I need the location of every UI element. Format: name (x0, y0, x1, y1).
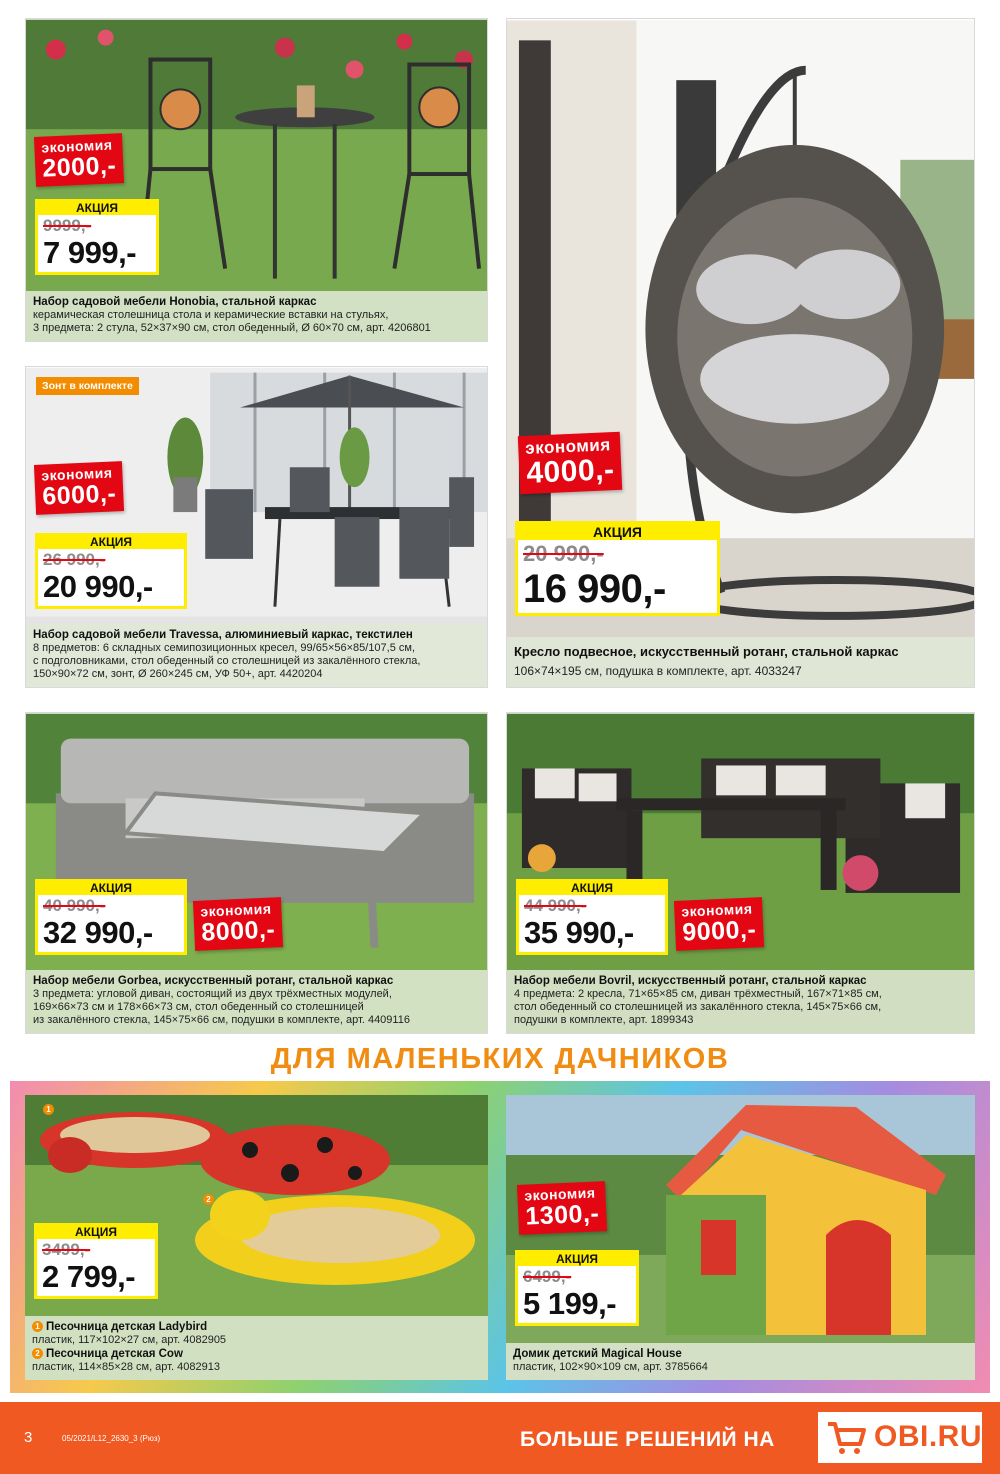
promo-label: АКЦИЯ (74, 1225, 117, 1239)
product-detail: 8 предметов: 6 складных семипозиционных кресел, 99/65×56×85/107,5 см, (33, 642, 416, 654)
old-price: 6499,- (523, 1267, 572, 1286)
price-box (35, 533, 187, 609)
saving-value: 4000,- (525, 453, 616, 490)
price-box (35, 879, 187, 955)
obi-logo-text: OBI.RU (874, 1420, 982, 1453)
new-price: 20 990,- (38, 570, 184, 606)
product-card-hanging-chair[interactable] (506, 18, 975, 688)
product-description (26, 624, 487, 687)
new-price: 32 990,- (38, 916, 184, 952)
product-detail: пластик, 117×102×27 см, арт. 4082905 (32, 1334, 227, 1346)
product-title: Домик детский Magical House (513, 1348, 682, 1360)
saving-label: экономия (681, 900, 753, 920)
item-number-badge: 2 (203, 1194, 214, 1205)
product-detail: пластик, 114×85×28 см, арт. 4082913 (32, 1361, 220, 1373)
product-card-honobia[interactable] (25, 18, 488, 342)
product-description (506, 1343, 975, 1380)
saving-badge (193, 897, 283, 951)
saving-value: 2000,- (41, 151, 117, 183)
umbrella-included-badge: Зонт в комплекте (36, 377, 139, 395)
promo-label: АКЦИЯ (75, 201, 118, 215)
product-card-bovril[interactable] (506, 712, 975, 1034)
product-card-travessa[interactable] (25, 366, 488, 688)
product-card-playhouse[interactable] (506, 1095, 975, 1380)
new-price: 16 990,- (518, 567, 717, 613)
product-title: Набор садовой мебели Travessa, алюминиевый каркас, текстилен (33, 629, 413, 641)
product-detail: 150×90×72 см, зонт, Ø 260×245 см, УФ 50+, арт. 4420204 (33, 668, 323, 680)
product-detail: с подголовниками, стол обеденный со столешницей из закалённого стекла, (33, 655, 421, 667)
saving-badge (518, 432, 623, 494)
item-number-badge: 1 (32, 1321, 43, 1332)
product-detail: стол обеденный со столешницей из закалённого стекла, 145×75×66 см, (514, 1001, 882, 1013)
product-title: Песочница детская Cow (46, 1348, 183, 1360)
product-detail: из закалённого стекла, 145×75×66 см, подушки в комплекте, арт. 4409116 (33, 1014, 410, 1026)
price-box (516, 879, 668, 955)
saving-badge (34, 461, 124, 515)
item-number-badge: 2 (32, 1348, 43, 1359)
new-price: 5 199,- (518, 1287, 636, 1323)
old-price: 26 990,- (43, 550, 106, 569)
product-detail: 169×66×73 см и 178×66×73 см, стол обеденный со столешницей (33, 1001, 364, 1013)
new-price: 2 799,- (37, 1260, 155, 1296)
promo-label: АКЦИЯ (89, 535, 132, 549)
product-description (507, 970, 974, 1033)
product-title: Набор мебели Bovril, искусственный ротанг, стальной каркас (514, 975, 867, 987)
saving-value: 8000,- (200, 915, 276, 947)
new-price: 35 990,- (519, 916, 665, 952)
price-box (34, 1223, 158, 1299)
product-description (26, 291, 487, 341)
product-detail: 106×74×195 см, подушка в комплекте, арт. 4033247 (514, 664, 802, 678)
product-title: Песочница детская Ladybird (46, 1321, 208, 1333)
old-price: 20 990,- (523, 541, 604, 566)
product-title: Набор мебели Gorbea, искусственный ротанг, стальной каркас (33, 975, 394, 987)
item-number-badge: 1 (43, 1104, 54, 1115)
product-description (507, 637, 974, 687)
price-box (515, 521, 720, 616)
saving-badge (34, 133, 124, 187)
product-photo (506, 1095, 975, 1380)
saving-value: 6000,- (41, 479, 117, 511)
product-title: Набор садовой мебели Honobia, стальной каркас (33, 296, 317, 308)
promo-label: АКЦИЯ (592, 524, 642, 540)
promo-label: АКЦИЯ (555, 1252, 598, 1266)
product-card-gorbea[interactable] (25, 712, 488, 1034)
product-description (26, 970, 487, 1033)
promo-label: АКЦИЯ (89, 881, 132, 895)
product-detail: 3 предмета: 2 стула, 52×37×90 см, стол обеденный, Ø 60×70 см, арт. 4206801 (33, 322, 431, 334)
saving-badge (517, 1181, 607, 1235)
product-detail: керамическая столешница стола и керамические вставки на стульях, (33, 309, 389, 321)
product-detail: 3 предмета: угловой диван, состоящий из двух трёхместных модулей, (33, 988, 392, 1000)
price-box (35, 199, 159, 275)
footer-slogan: БОЛЬШЕ РЕШЕНИЙ НА (520, 1428, 775, 1451)
saving-label: экономия (524, 1184, 596, 1204)
kids-section-heading: ДЛЯ МАЛЕНЬКИХ ДАЧНИКОВ (270, 1043, 730, 1075)
product-title: Кресло подвесное, искусственный ротанг, стальной каркас (514, 644, 899, 659)
print-code: 05/2021/L12_2630_3 (Рюз) (62, 1434, 161, 1443)
old-price: 44 990,- (524, 896, 587, 915)
saving-label: экономия (524, 435, 612, 458)
footer-bar (0, 1402, 1000, 1474)
saving-value: 1300,- (524, 1199, 600, 1231)
old-price: 9999,- (43, 216, 92, 235)
product-detail: пластик, 102×90×109 см, арт. 3785664 (513, 1361, 708, 1373)
obi-logo-link[interactable] (818, 1412, 982, 1463)
saving-value: 9000,- (681, 915, 757, 947)
shopping-cart-icon (826, 1420, 868, 1456)
saving-label: экономия (41, 464, 113, 484)
old-price: 40 990,- (43, 896, 106, 915)
new-price: 7 999,- (38, 236, 156, 272)
saving-label: экономия (41, 136, 113, 156)
promo-label: АКЦИЯ (570, 881, 613, 895)
saving-badge (674, 897, 764, 951)
product-description (25, 1316, 488, 1380)
price-box (515, 1250, 639, 1326)
old-price: 3499,- (42, 1240, 91, 1259)
product-detail: подушки в комплекте, арт. 1899343 (514, 1014, 694, 1026)
saving-label: экономия (200, 900, 272, 920)
product-detail: 4 предмета: 2 кресла, 71×65×85 см, диван трёхместный, 167×71×85 см, (514, 988, 882, 1000)
page-number: 3 (24, 1429, 33, 1446)
product-card-sandboxes[interactable] (25, 1095, 488, 1380)
